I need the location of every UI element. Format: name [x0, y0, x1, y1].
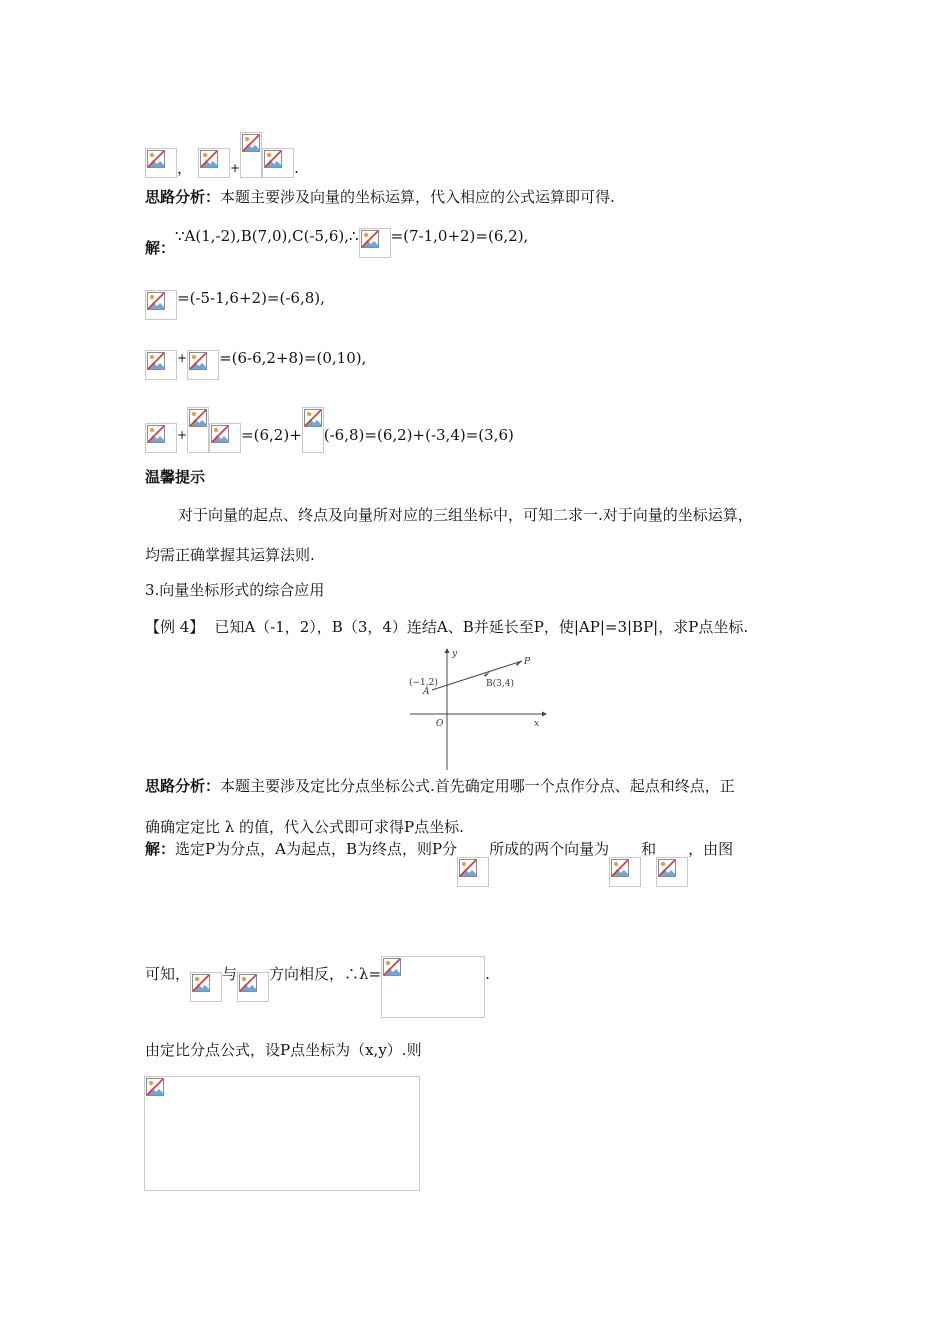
- point-a-coord: (−1,2): [409, 678, 438, 688]
- period: .: [485, 965, 490, 983]
- solution-text: 可知，: [145, 965, 191, 983]
- formula-image: [609, 857, 641, 887]
- solution-line: [145, 228, 528, 258]
- formula-image: [145, 423, 177, 453]
- solution-text: 方向相反，∴λ=: [269, 965, 382, 983]
- analysis-label: 思路分析：: [145, 188, 221, 206]
- broken-image-icon: [361, 230, 379, 248]
- solution-line: [145, 350, 366, 380]
- point-p-label: P: [524, 657, 531, 667]
- period: .: [294, 159, 299, 177]
- formula-image: [190, 972, 222, 1002]
- solution-text: 和: [641, 840, 657, 858]
- equation-text: =(-5-1,6+2)=(-6,8),: [177, 289, 325, 307]
- broken-image-icon: [242, 134, 260, 152]
- plus-sign: +: [177, 351, 188, 365]
- broken-image-icon: [200, 150, 218, 168]
- point-a-label: A: [423, 687, 430, 697]
- solution-text: 由定比分点公式，设P点坐标为（x,y）.则: [145, 1041, 422, 1059]
- formula-image: [145, 290, 177, 320]
- example-label: 【例 4】: [145, 618, 205, 636]
- solution-text: 所成的两个向量为: [489, 840, 610, 858]
- broken-image-icon: [459, 859, 477, 877]
- formula-image: [302, 407, 324, 453]
- formula-image: [240, 132, 262, 178]
- y-axis-arrow: [445, 648, 450, 653]
- analysis-text: 确确定定比 λ 的值，代入公式即可求得P点坐标.: [145, 818, 464, 836]
- solution-line: [145, 1040, 422, 1060]
- formula-image-lambda: [381, 956, 485, 1018]
- broken-image-icon: [239, 974, 257, 992]
- broken-image-icon: [147, 150, 165, 168]
- origin-label: O: [436, 719, 444, 729]
- solution-text: 选定P为分点，A为起点，B为终点，则P分: [175, 840, 458, 858]
- solution-text: ，由图: [688, 840, 734, 858]
- solution-line: [145, 290, 325, 320]
- formula-image: [198, 148, 230, 178]
- formula-image: [359, 228, 391, 258]
- x-axis-label: x: [534, 719, 540, 729]
- formula-image: [187, 407, 209, 453]
- broken-image-icon: [189, 352, 207, 370]
- example-text: 已知A（-1，2），B（3，4）连结A、B并延长至P，使|AP|=3|BP|，求P点坐标.: [214, 618, 749, 636]
- tip-paragraph-cont: [145, 545, 315, 565]
- formula-image: [262, 148, 294, 178]
- formula-image: [145, 148, 177, 178]
- broken-image-icon: [146, 1078, 164, 1096]
- coordinate-figure: [400, 644, 550, 772]
- broken-image-icon: [304, 409, 322, 427]
- solution-line: [145, 840, 734, 887]
- solution-text: ∵A(1,-2),B(7,0),C(-5,6),∴: [175, 227, 359, 245]
- tip-paragraph: [178, 505, 753, 525]
- separator: ，: [177, 159, 193, 177]
- broken-image-icon: [211, 425, 229, 443]
- broken-image-icon: [189, 409, 207, 427]
- formula-image: [656, 857, 688, 887]
- equation-text: =(7-1,0+2)=(6,2),: [390, 227, 529, 245]
- broken-image-icon: [147, 352, 165, 370]
- formula-image: [237, 972, 269, 1002]
- analysis-paragraph: [145, 187, 615, 207]
- broken-image-icon: [147, 425, 165, 443]
- y-axis-label: y: [452, 649, 458, 659]
- broken-image-icon: [658, 859, 676, 877]
- section-heading: [145, 580, 324, 600]
- x-axis-arrow: [542, 712, 547, 717]
- tip-text: 对于向量的起点、终点及向量所对应的三组坐标中，可知二求一.对于向量的坐标运算，: [178, 506, 753, 524]
- equation-text: (-6,8)=(6,2)+(-3,4)=(3,6): [323, 426, 514, 444]
- formula-image-system: [144, 1076, 420, 1191]
- equation-text: =(6-6,2+8)=(0,10),: [219, 349, 367, 367]
- solution-line: [145, 407, 514, 453]
- formula-image: [209, 423, 241, 453]
- analysis-text: 本题主要涉及定比分点坐标公式.首先确定用哪一个点作分点、起点和终点，正: [220, 777, 735, 795]
- equation-text: =(6,2)+: [241, 426, 302, 444]
- solution-text: 与: [222, 965, 238, 983]
- fraction-group: [240, 132, 294, 178]
- plus-sign: +: [230, 161, 241, 175]
- plus-sign: +: [177, 428, 188, 442]
- broken-image-icon: [264, 150, 282, 168]
- analysis-text: 本题主要涉及向量的坐标运算，代入相应的公式运算即可得.: [220, 188, 615, 206]
- broken-image-icon: [611, 859, 629, 877]
- broken-image-icon: [383, 958, 401, 976]
- formula-image: [187, 350, 219, 380]
- tip-text: 均需正确掌握其运算法则.: [145, 546, 315, 564]
- analysis-label: 思路分析：: [145, 777, 221, 795]
- vector-expression-line: [145, 132, 299, 178]
- tip-title-text: 温馨提示: [145, 468, 206, 486]
- solution-label: 解：: [145, 840, 176, 858]
- analysis-paragraph-cont: [145, 817, 464, 837]
- solution-label: 解：: [145, 239, 176, 257]
- formula-image: [145, 350, 177, 380]
- broken-image-icon: [192, 974, 210, 992]
- analysis-paragraph: [145, 776, 735, 796]
- point-b-label: B(3,4): [486, 679, 514, 689]
- solution-line: [145, 956, 490, 1018]
- section-heading-text: 3.向量坐标形式的综合应用: [145, 581, 325, 599]
- broken-image-icon: [147, 292, 165, 310]
- formula-image: [457, 857, 489, 887]
- tip-title: [145, 467, 205, 487]
- example-line: [145, 617, 748, 637]
